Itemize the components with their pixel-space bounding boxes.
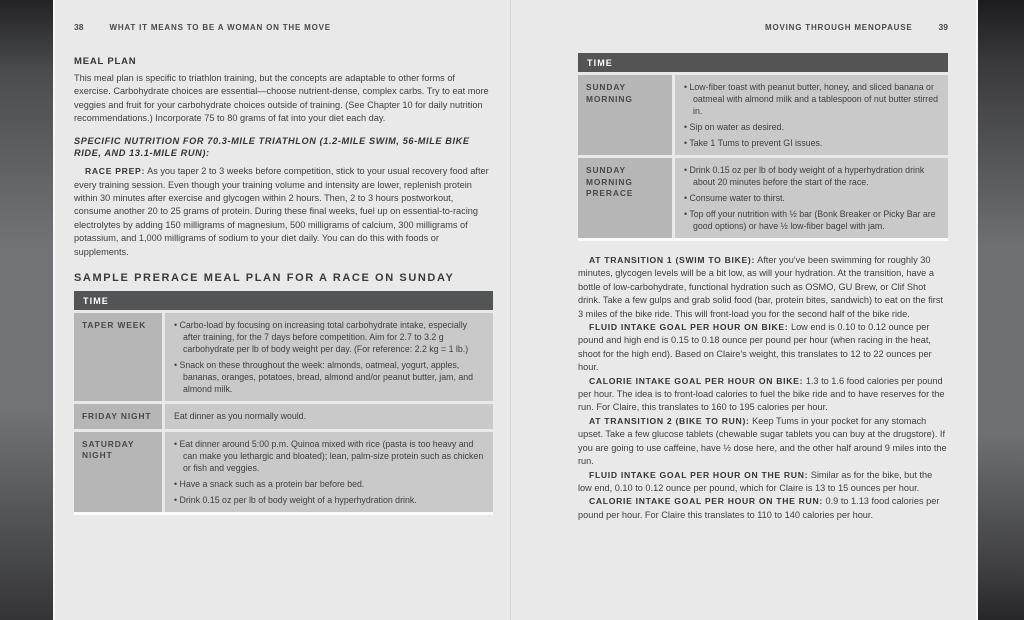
paragraph-body: 1.3 to 1.6 food calories per pound per hour. The idea is to front-load calories to fuel the bike ride and to have reserves for the run. For Claire, this translates to 160 to 195 calories per hour. [578, 375, 945, 413]
running-head-right [578, 22, 948, 32]
meal-plan-paragraph: This meal plan is specific to triathlon training, but the concepts are adaptable to other forms of exercise. Carbohydrate choices are essential—choose nutrient-dense, complex carbs. Try to eat more veggies and fruit for your carbohydrate choices outside of training. (See Chapter 10 for daily nutrition recommendations.) Incorporate 75 to 80 grams of fat into your diet each day. [74, 73, 489, 124]
paragraph-label: AT TRANSITION 2 (BIKE TO RUN): [589, 415, 750, 426]
bullet-item: • Eat dinner around 5:00 p.m. Quinoa mixed with rice (pasta is too heavy and can make you lethargic and bloated); lean, palm-size protein such as chicken or fish and veggies. [174, 438, 484, 473]
bullet-item: • Top off your nutrition with ½ bar (Bonk Breaker or Picky Bar are good options) or have ½ low-fiber bagel with jam. [684, 209, 936, 231]
left-page [53, 0, 511, 620]
meal-plan-table-title: SAMPLE PRERACE MEAL PLAN FOR A RACE ON SUNDAY [74, 272, 455, 285]
table-row [578, 158, 948, 238]
time-column-header: TIME [578, 53, 948, 72]
bullet-item: • Take 1 Tums to prevent GI issues. [684, 138, 823, 148]
running-head-title-left: WHAT IT MEANS TO BE A WOMAN ON THE MOVE [109, 23, 331, 32]
race-prep-body: As you taper 2 to 3 weeks before competition, stick to your usual recovery food after every training session. Even though your training volume and intensity are lower, replenish protein within 30 minutes after exercise and glycogen within 2 hours. Then, 2 to 3 hours postworkout, consume another 20 to 25 grams of protein. During these final weeks, fuel up on essential-to-racing electrolytes by adding 150 milligrams of magnesium, 500 milligrams of calcium, 300 milligrams of potassium, and 1,000 milligrams of sodium to your diet daily. You can do this with foods or supplements. [74, 166, 489, 257]
paragraph-label: CALORIE INTAKE GOAL PER HOUR ON BIKE: [589, 375, 804, 386]
row-time-label: TAPER WEEK [74, 313, 162, 401]
table-row [74, 313, 493, 401]
bullet-item: • Low-fiber toast with peanut butter, honey, and sliced banana or oatmeal with almond milk and a tablespoon of nut butter stirred in. [684, 82, 938, 116]
prerace-meal-table-left [74, 291, 493, 515]
row-content [165, 404, 493, 429]
race-prep-paragraph [74, 165, 493, 259]
table-row [74, 432, 493, 512]
paragraph-body: Keep Tums in your pocket for any stomach upset. Take a few glucose tablets (chewable sugar tablets you can buy at the drugstore). If you are going to use caffeine, have ½ dose here, and the other half around 9 miles into the run. [578, 415, 947, 467]
bullet-item: • Carbo-load by focusing on increasing total carbohydrate intake, especially after training, for the 7 days before competition. Aim for 2.7 to 3.2 g carbohydrate per lb of body weight per day. (For reference: 2.2 kg = 1 lb.) [174, 320, 469, 355]
table-row [578, 75, 948, 155]
guidance-paragraph [578, 254, 948, 321]
specific-nutrition-heading: SPECIFIC NUTRITION FOR 70.3-MILE TRIATHLON (1.2-MILE SWIM, 56-MILE BIKE RIDE, AND 13.1-MILE RUN): [74, 135, 470, 159]
running-head-title-right: MOVING THROUGH MENOPAUSE [765, 23, 913, 32]
right-page [512, 0, 978, 620]
row-content [675, 158, 948, 238]
bullet-item: • Consume water to thirst. [684, 193, 785, 203]
row-content [675, 75, 948, 155]
race-prep-label: RACE PREP: [85, 166, 146, 177]
guidance-paragraph [578, 469, 948, 496]
paragraph-label: FLUID INTAKE GOAL PER HOUR ON THE RUN: [589, 469, 809, 480]
guidance-paragraph [578, 415, 948, 469]
bullet-item: • Snack on these throughout the week: almonds, oatmeal, yogurt, apples, bananas, oranges, potatoes, bread, almond and/or peanut butter, jam, and almond milk. [174, 360, 474, 395]
text-item: Eat dinner as you normally would. [174, 411, 307, 422]
guidance-paragraph [578, 321, 948, 375]
page-number-left: 38 [74, 22, 84, 32]
time-column-header: TIME [74, 291, 493, 310]
prerace-meal-table-right [578, 53, 948, 241]
bullet-item: • Drink 0.15 oz per lb of body weight of a hyperhydration drink about 20 minutes before the start of the race. [684, 165, 925, 187]
paragraph-body: 0.9 to 1.13 food calories per pound per hour. For Claire this translates to 110 to 140 calories per hour. [578, 496, 940, 520]
paragraph-body: Similar as for the bike, but the low end, 0.10 to 0.12 ounce per pound, which for Claire is 13 to 15 ounces per hour. [578, 469, 933, 493]
bullet-item: • Have a snack such as a protein bar before bed. [174, 478, 365, 489]
meal-plan-heading: MEAL PLAN [74, 56, 137, 67]
running-head-left [74, 22, 493, 32]
race-day-guidance [578, 254, 948, 522]
row-time-label: FRIDAY NIGHT [74, 404, 162, 429]
book-background-right [978, 0, 1024, 620]
bullet-item: • Drink 0.15 oz per lb of body weight of a hyperhydration drink. [174, 494, 417, 505]
row-content [165, 313, 493, 401]
paragraph-label: AT TRANSITION 1 (SWIM TO BIKE): [589, 255, 756, 265]
row-time-label: SUNDAY MORNING PRERACE [578, 158, 672, 238]
row-time-label: SUNDAY MORNING [578, 75, 672, 155]
table-row [74, 404, 493, 429]
paragraph-body: After you've been swimming for roughly 30 minutes, glycogen levels will be a bit low, as will your hydration. At the transition, have a bottle of low-carbohydrate, functional hydration such as OSMO, GU Brew, or Clif Shot drink. Take a few gulps and grab solid food (bar, protein bites, sandwich) to eat on the first 3 miles of the bike ride. This will front-load you for the second half of the bike ride. [578, 255, 943, 319]
book-background-left [0, 0, 53, 620]
guidance-paragraph [578, 495, 948, 522]
bullet-item: • Sip on water as desired. [684, 122, 784, 132]
row-time-label: SATURDAY NIGHT [74, 432, 162, 512]
paragraph-body: Low end is 0.10 to 0.12 ounce per pound and high end is 0.15 to 0.18 ounce per pound per hour (when racing in the heat, shoot for the high end). Based on Claire's weight, this translates to 12 to 22 ounces per hour. [578, 322, 932, 373]
guidance-paragraph [578, 375, 948, 415]
paragraph-label: CALORIE INTAKE GOAL PER HOUR ON THE RUN: [589, 496, 823, 507]
row-content [165, 432, 493, 512]
paragraph-label: FLUID INTAKE GOAL PER HOUR ON BIKE: [589, 322, 789, 333]
page-number-right: 39 [938, 22, 948, 32]
